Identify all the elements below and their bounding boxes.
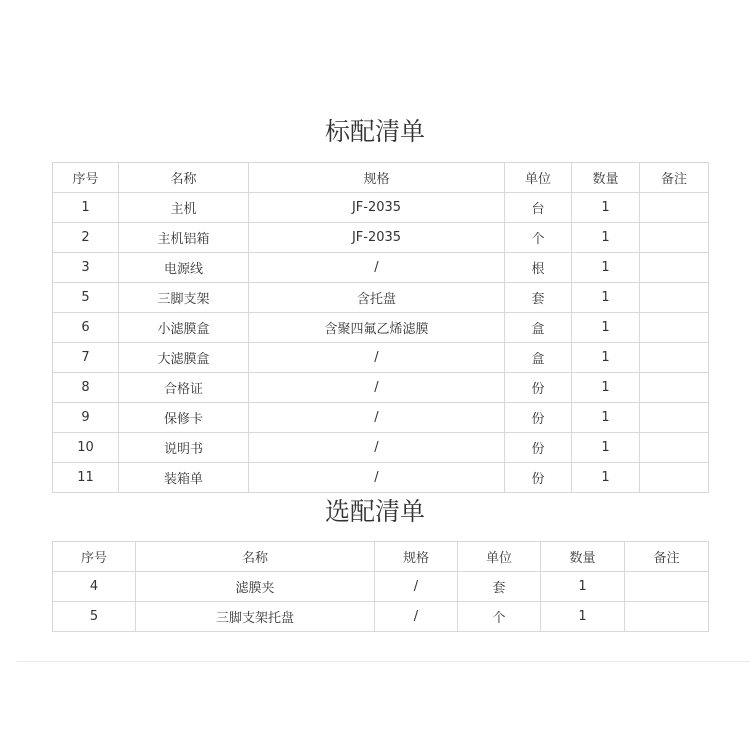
column-header-remarks: 备注: [625, 542, 709, 572]
table-row: [53, 403, 709, 433]
cell-name: 大滤膜盒: [119, 343, 249, 373]
cell-unit: 套: [505, 283, 572, 313]
table-header-row: [53, 542, 709, 572]
cell-quantity: 1: [572, 433, 640, 463]
column-header-remarks: 备注: [640, 163, 709, 193]
column-header-name: 名称: [119, 163, 249, 193]
column-header-spec: 规格: [375, 542, 458, 572]
cell-remarks: [640, 433, 709, 463]
table-row: [53, 193, 709, 223]
cell-spec: 含聚四氟乙烯滤膜: [249, 313, 505, 343]
cell-spec: /: [249, 373, 505, 403]
cell-quantity: 1: [572, 253, 640, 283]
cell-remarks: [640, 193, 709, 223]
cell-index: 11: [53, 463, 119, 493]
cell-spec: /: [375, 602, 458, 632]
cell-unit: 盒: [505, 313, 572, 343]
cell-unit: 份: [505, 433, 572, 463]
cell-remarks: [640, 283, 709, 313]
cell-index: 10: [53, 433, 119, 463]
cell-quantity: 1: [572, 283, 640, 313]
cell-quantity: 1: [572, 373, 640, 403]
cell-unit: 套: [458, 572, 541, 602]
standard-list-table: [52, 162, 709, 493]
column-header-unit: 单位: [458, 542, 541, 572]
cell-index: 2: [53, 223, 119, 253]
cell-name: 三脚支架: [119, 283, 249, 313]
cell-remarks: [640, 373, 709, 403]
table-header-row: [53, 163, 709, 193]
cell-quantity: 1: [572, 313, 640, 343]
cell-index: 8: [53, 373, 119, 403]
cell-remarks: [640, 223, 709, 253]
cell-unit: 个: [505, 223, 572, 253]
cell-remarks: [625, 572, 709, 602]
cell-spec: JF-2035: [249, 223, 505, 253]
cell-spec: /: [249, 343, 505, 373]
cell-name: 滤膜夹: [136, 572, 375, 602]
cell-unit: 根: [505, 253, 572, 283]
cell-name: 主机: [119, 193, 249, 223]
cell-quantity: 1: [572, 223, 640, 253]
cell-spec: JF-2035: [249, 193, 505, 223]
cell-unit: 台: [505, 193, 572, 223]
table-row: [53, 373, 709, 403]
cell-name: 装箱单: [119, 463, 249, 493]
cell-spec: /: [375, 572, 458, 602]
table-row: [53, 433, 709, 463]
cell-name: 三脚支架托盘: [136, 602, 375, 632]
bottom-divider: [17, 661, 750, 662]
cell-quantity: 1: [541, 602, 625, 632]
column-header-index: 序号: [53, 542, 136, 572]
standard-list-title: 标配清单: [324, 117, 425, 146]
cell-remarks: [640, 253, 709, 283]
cell-quantity: 1: [572, 463, 640, 493]
column-header-index: 序号: [53, 163, 119, 193]
cell-index: 5: [53, 602, 136, 632]
cell-spec: /: [249, 403, 505, 433]
table-row: [53, 463, 709, 493]
cell-name: 小滤膜盒: [119, 313, 249, 343]
cell-spec: /: [249, 463, 505, 493]
table-row: [53, 343, 709, 373]
cell-spec: 含托盘: [249, 283, 505, 313]
cell-remarks: [640, 313, 709, 343]
table-row: [53, 253, 709, 283]
cell-remarks: [640, 403, 709, 433]
cell-quantity: 1: [572, 343, 640, 373]
cell-index: 1: [53, 193, 119, 223]
cell-name: 合格证: [119, 373, 249, 403]
table-row: [53, 223, 709, 253]
column-header-name: 名称: [136, 542, 375, 572]
optional-list-table: [52, 541, 709, 632]
table-row: [53, 283, 709, 313]
cell-index: 3: [53, 253, 119, 283]
table-row: [53, 602, 709, 632]
cell-quantity: 1: [572, 193, 640, 223]
column-header-quantity: 数量: [541, 542, 625, 572]
cell-unit: 份: [505, 463, 572, 493]
cell-unit: 份: [505, 373, 572, 403]
cell-index: 7: [53, 343, 119, 373]
cell-spec: /: [249, 433, 505, 463]
cell-name: 说明书: [119, 433, 249, 463]
cell-quantity: 1: [541, 572, 625, 602]
cell-unit: 盒: [505, 343, 572, 373]
column-header-unit: 单位: [505, 163, 572, 193]
cell-remarks: [640, 463, 709, 493]
column-header-quantity: 数量: [572, 163, 640, 193]
cell-spec: /: [249, 253, 505, 283]
cell-index: 5: [53, 283, 119, 313]
cell-name: 电源线: [119, 253, 249, 283]
cell-unit: 个: [458, 602, 541, 632]
cell-index: 4: [53, 572, 136, 602]
cell-remarks: [640, 343, 709, 373]
cell-name: 保修卡: [119, 403, 249, 433]
cell-remarks: [625, 602, 709, 632]
table-row: [53, 313, 709, 343]
cell-name: 主机铝箱: [119, 223, 249, 253]
optional-list-title: 选配清单: [324, 497, 425, 526]
cell-unit: 份: [505, 403, 572, 433]
column-header-spec: 规格: [249, 163, 505, 193]
cell-index: 9: [53, 403, 119, 433]
cell-quantity: 1: [572, 403, 640, 433]
cell-index: 6: [53, 313, 119, 343]
table-row: [53, 572, 709, 602]
